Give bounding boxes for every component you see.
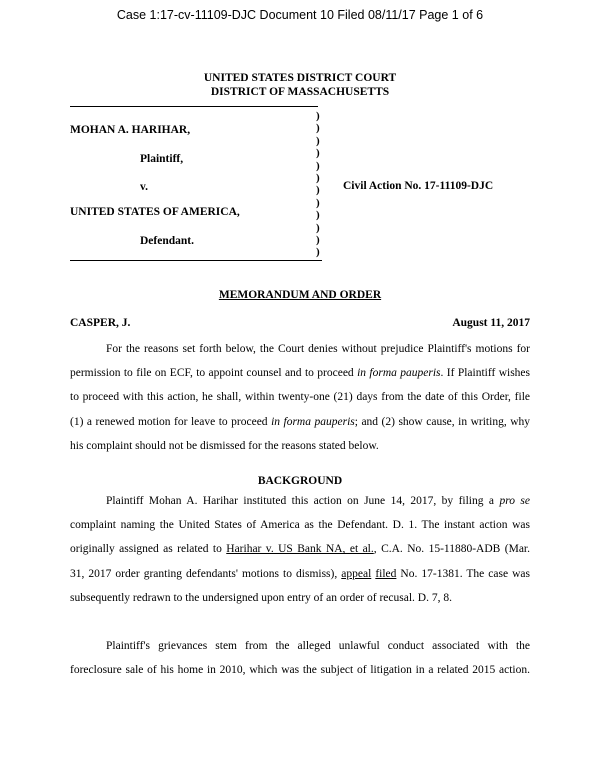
caption-top-rule — [70, 106, 318, 107]
caption-paren-column: ) ) ) ) ) ) ) ) ) ) ) ) — [316, 110, 320, 259]
case-caption — [70, 104, 530, 264]
document-header: Case 1:17-cv-11109-DJC Document 10 Filed 08/11/17 Page 1 of 6 — [116, 8, 484, 22]
plaintiff-name: MOHAN A. HARIHAR, — [70, 124, 191, 136]
court-name: UNITED STATES DISTRICT COURT — [203, 72, 397, 84]
paragraph-intro — [70, 337, 530, 458]
paragraph-line: For the reasons set forth below, the Court denies without prejudice Plaintiff's motions for — [106, 343, 530, 355]
order-date: August 11, 2017 — [452, 317, 530, 329]
versus: v. — [140, 181, 148, 193]
paragraph-line: 31, 2017 order granting defendants' motions to dismiss), appeal filed No. 17-1381. The case was — [70, 567, 530, 580]
paragraph-line: permission to file on ECF, to appoint counsel and to proceed in forma pauperis. If Plaintiff wishes — [70, 367, 530, 380]
paragraph-line: foreclosure sale of his home in 2010, which was the subject of litigation in a related 2015 action. — [70, 664, 530, 677]
court-district: DISTRICT OF MASSACHUSETTS — [210, 86, 390, 98]
paragraph-line: his complaint should not be dismissed for the reasons stated below. — [70, 439, 379, 452]
paragraph-grievances — [70, 634, 530, 682]
background-heading: BACKGROUND — [257, 475, 343, 487]
paragraph-line: Plaintiff Mohan A. Harihar instituted this action on June 14, 2017, by filing a pro se — [106, 495, 530, 507]
caption-bottom-rule — [70, 260, 322, 261]
paragraph-line: (1) a renewed motion for leave to proceed in forma pauperis; and (2) show cause, in writing, why — [70, 415, 531, 428]
memorandum-title: MEMORANDUM AND ORDER — [218, 289, 382, 301]
civil-action-number: Civil Action No. 17-11109-DJC — [343, 180, 494, 192]
judge-name: CASPER, J. — [70, 317, 131, 329]
paragraph-line: to proceed with this action, he shall, within twenty-one (21) days from the date of this Order, file — [70, 391, 530, 404]
court-heading — [0, 71, 600, 99]
paragraph-line: complaint naming the United States of America as the Defendant. D. 1. The instant action was — [70, 519, 530, 532]
paragraph-background — [70, 489, 530, 610]
case-citation-link: Harihar v. US Bank NA, et al. — [226, 543, 374, 556]
paragraph-line: subsequently redrawn to the undersigned upon entry of an order of recusal. D. 7, 8. — [70, 591, 452, 604]
defendant-name: UNITED STATES OF AMERICA, — [70, 206, 240, 218]
paragraph-line: Plaintiff's grievances stem from the alleged unlawful conduct associated with the — [106, 640, 530, 652]
paragraph-line: originally assigned as related to Harihar v. US Bank NA, et al., C.A. No. 15-11880-ADB (Mar. — [70, 543, 530, 556]
plaintiff-role: Plaintiff, — [140, 153, 184, 165]
defendant-role: Defendant. — [140, 235, 194, 247]
